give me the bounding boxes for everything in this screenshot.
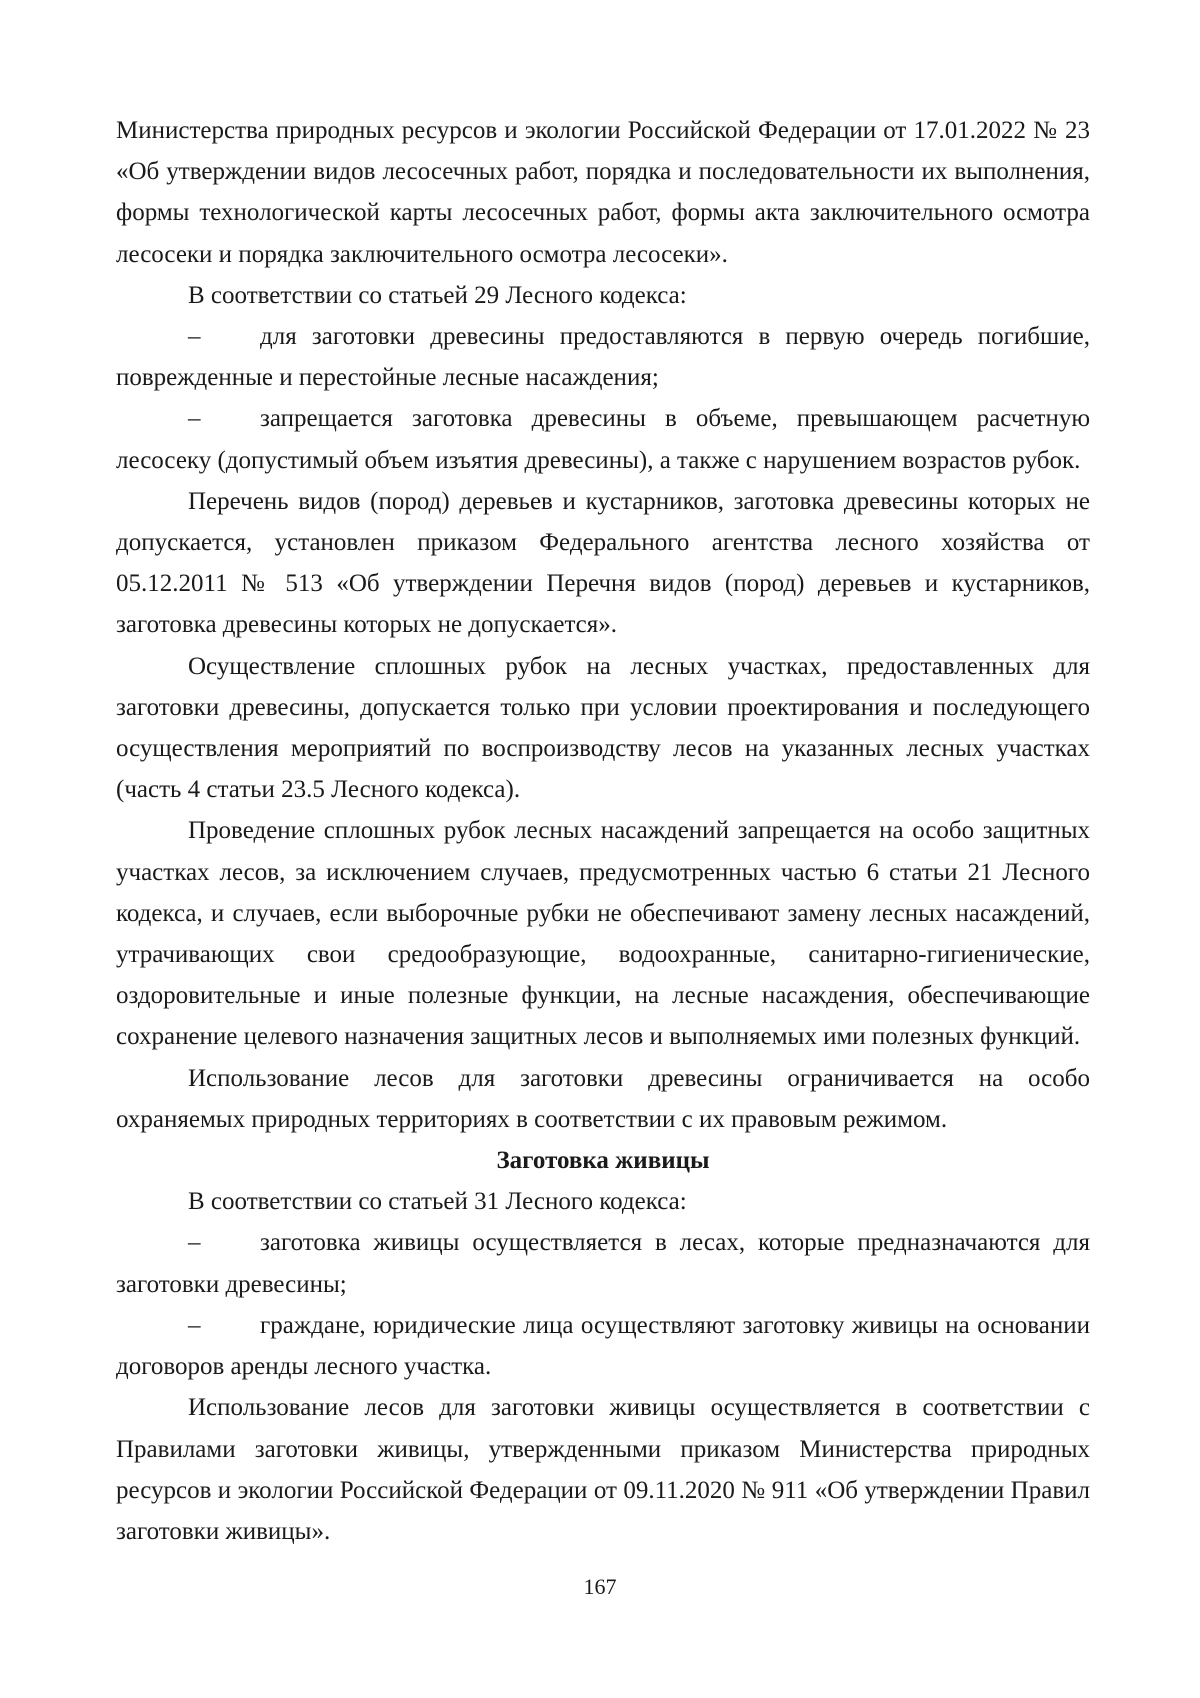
paragraph-protected-areas: Проведение сплошных рубок лесных насаждений запрещается на особо защитных участках лесов, за исключением случаев, предусмотренных частью 6 статьи 21 Лесного кодекса, и случаев, если выборочные рубки не обеспечивают замену лесных насаждений, утрачивающих свои средообразующие, водоохранные, санитарно-гигиенические, оздоровительные и иные полезные функции, на лесные насаждения, обеспечивающие сохранение целевого назначения защитных лесов и выполняемых ими полезных функций. <box>116 817 1090 1051</box>
paragraph-restrictions: Использование лесов для заготовки древесины ограничивается на особо охраняемых природных территориях в соответствии с их правовым режимом. <box>116 1064 1090 1133</box>
list-item-text: для заготовки древесины предоставляются в первую очередь погибшие, поврежденные и перестойные лесные насаждения; <box>116 323 1090 392</box>
section-heading: Заготовка живицы <box>496 1147 710 1175</box>
dash-marker: – <box>188 1229 201 1257</box>
document-page <box>116 110 1090 1552</box>
dash-marker: – <box>188 1311 201 1339</box>
paragraph-resin-rules: Использование лесов для заготовки живицы осуществляется в соответствии с Правилами заготовки живицы, утвержденными приказом Министерства природных ресурсов и экологии Российской Федерации от 09.11.2020 № 911 «Об утверждении Правил заготовки живицы». <box>116 1394 1090 1545</box>
paragraph-article-31-intro: В соответствии со статьей 31 Лесного кодекса: <box>188 1188 687 1216</box>
paragraph-article-29-intro: В соответствии со статьей 29 Лесного кодекса: <box>188 281 687 309</box>
list-item-lease <box>116 1305 1090 1387</box>
paragraph-continuation: Министерства природных ресурсов и экологии Российской Федерации от 17.01.2022 № 23 «Об утверждении видов лесосечных работ, порядка и последовательности их выполнения, формы технологической карты лесосечных работ, формы акта заключительного осмотра лесосеки и порядка заключительного осмотра лесосеки». <box>116 117 1090 268</box>
paragraph-species-list: Перечень видов (пород) деревьев и кустарников, заготовка древесины которых не допускается, установлен приказом Федерального агентства лесного хозяйства от 05.12.2011 № 513 «Об утверждении Перечня видов (пород) деревьев и кустарников, заготовка древесины которых не допускается». <box>116 487 1090 639</box>
dash-marker: – <box>188 405 201 433</box>
list-item-dead-stands <box>116 316 1090 398</box>
list-item-resin-forests <box>116 1222 1090 1304</box>
paragraph-clear-cuts: Осуществление сплошных рубок на лесных участках, предоставленных для заготовки древесины, допускается только при условии проектирования и последующего осуществления мероприятий по воспроизводству лесов на указанных лесных участках (часть 4 статьи 23.5 Лесного кодекса). <box>116 652 1090 804</box>
list-item-text: граждане, юридические лица осуществляют заготовку живицы на основании договоров аренды лесного участка. <box>116 1311 1090 1381</box>
list-item-text: запрещается заготовка древесины в объеме, превышающем расчетную лесосеку (допустимый объем изъятия древесины), а также с нарушением возрастов рубок. <box>116 405 1090 474</box>
dash-marker: – <box>188 323 201 351</box>
page-number: 167 <box>583 1574 617 1599</box>
list-item-text: заготовка живицы осуществляется в лесах, которые предназначаются для заготовки древесины; <box>116 1229 1090 1298</box>
list-item-volume-limit <box>116 398 1090 480</box>
